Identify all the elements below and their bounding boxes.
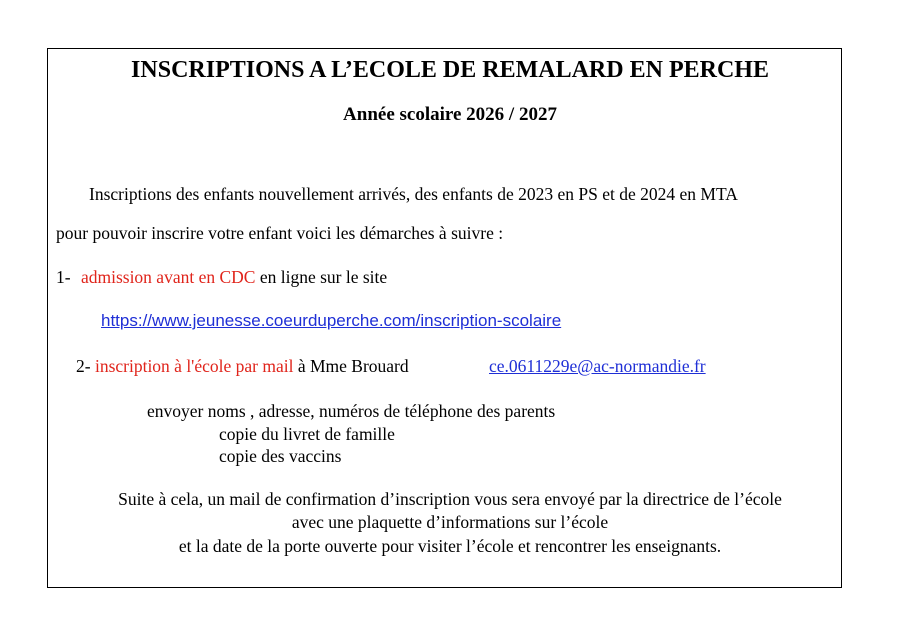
intro-line-1: Inscriptions des enfants nouvellement arrivés, des enfants de 2023 en PS et de 2024 en MTA bbox=[89, 184, 738, 204]
contact-email-link[interactable]: ce.0611229e@ac-normandie.fr bbox=[489, 356, 706, 376]
step-1 bbox=[56, 267, 387, 287]
closing-line-1: Suite à cela, un mail de confirmation d’inscription vous sera envoyé par la directrice de l’école bbox=[118, 489, 782, 509]
step-1-text: en ligne sur le site bbox=[255, 267, 388, 287]
send-line-2: copie du livret de famille bbox=[219, 424, 395, 444]
step-1-highlight: admission avant en CDC bbox=[80, 267, 256, 287]
step-2-number: 2- bbox=[76, 356, 91, 376]
step-1-number: 1- bbox=[56, 267, 71, 287]
document-subtitle: Année scolaire 2026 / 2027 bbox=[343, 104, 557, 125]
closing-line-2: avec une plaquette d’informations sur l’école bbox=[291, 512, 609, 532]
closing-line-3: et la date de la porte ouverte pour visiter l’école et rencontrer les enseignants. bbox=[178, 536, 722, 556]
step-2 bbox=[76, 356, 409, 376]
step-2-text: à Mme Brouard bbox=[293, 356, 409, 376]
send-line-3: copie des vaccins bbox=[219, 446, 342, 466]
send-line-1: envoyer noms , adresse, numéros de téléphone des parents bbox=[147, 401, 556, 421]
step-2-highlight: inscription à l'école par mail bbox=[94, 356, 294, 376]
document-title: INSCRIPTIONS A L’ECOLE DE REMALARD EN PERCHE bbox=[131, 57, 769, 83]
intro-line-2: pour pouvoir inscrire votre enfant voici les démarches à suivre : bbox=[56, 223, 504, 243]
inscription-link[interactable]: https://www.jeunesse.coeurduperche.com/inscription-scolaire bbox=[101, 311, 562, 330]
